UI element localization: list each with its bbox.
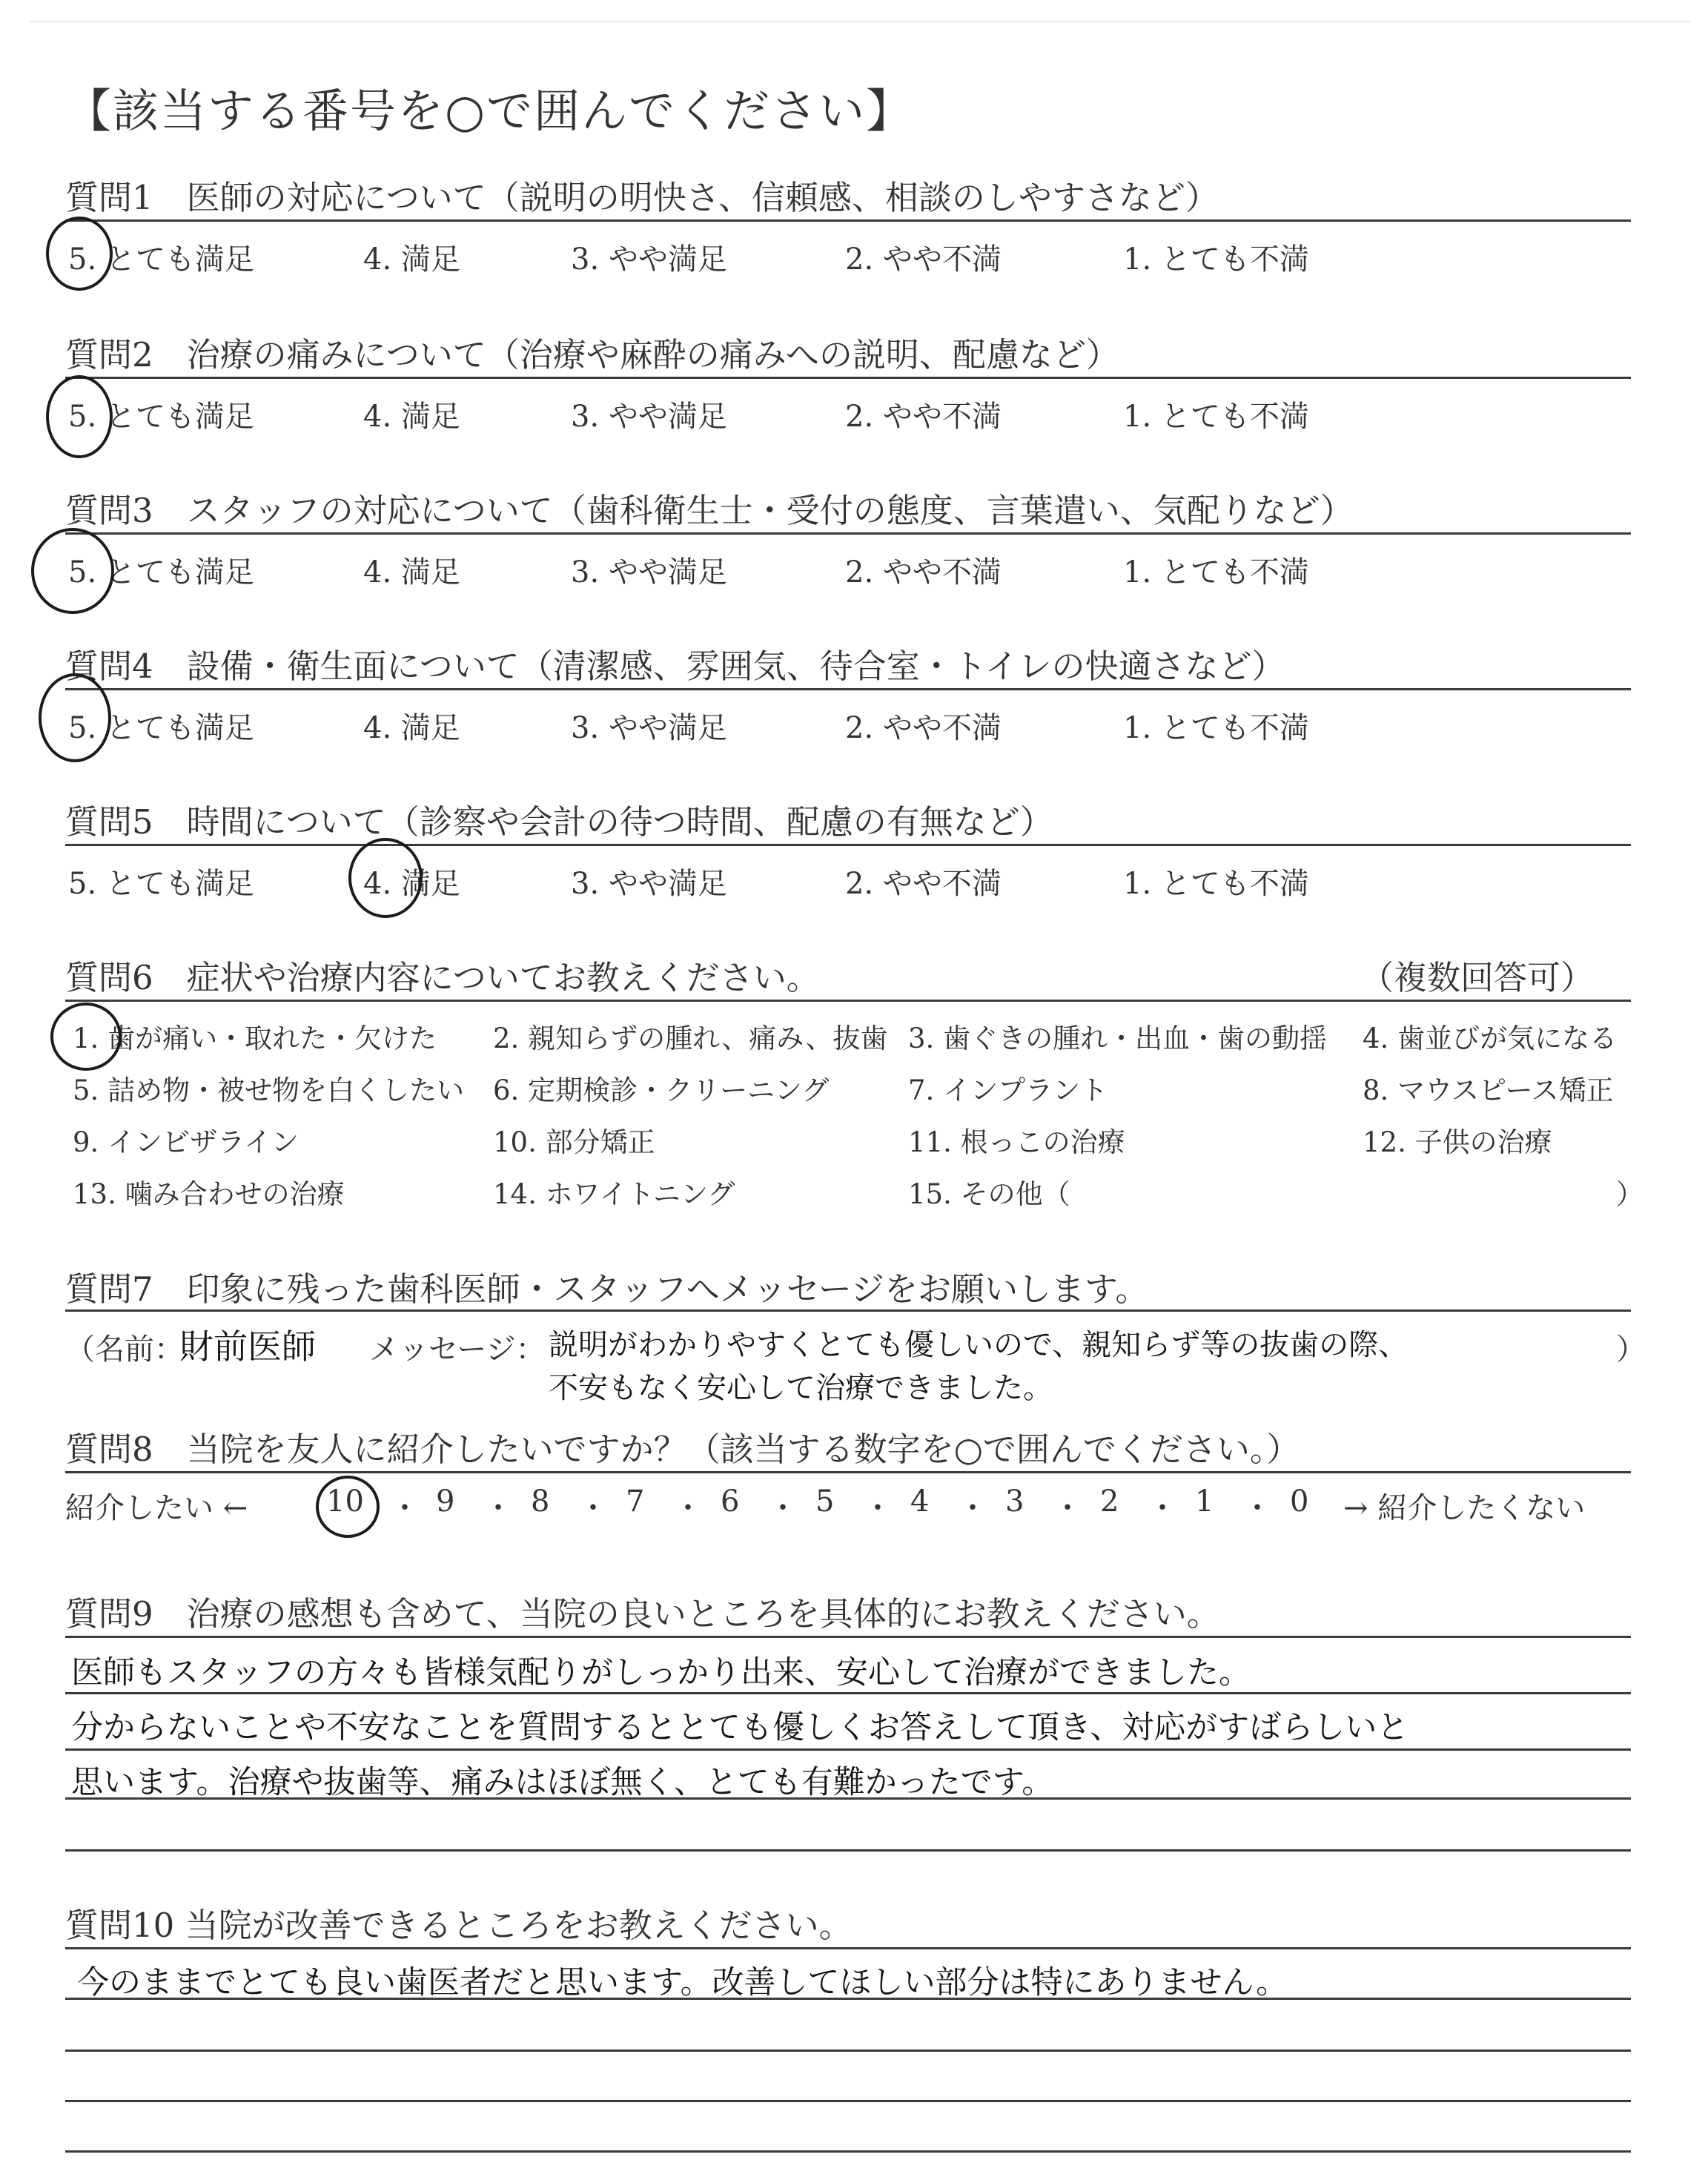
q8-dot: ・ bbox=[958, 1491, 987, 1525]
q8-scale-2[interactable]: 2 bbox=[1100, 1484, 1119, 1519]
q8-dot: ・ bbox=[578, 1491, 608, 1525]
q2-rule bbox=[65, 377, 1631, 379]
q4-option-4[interactable]: 4. 満足 bbox=[363, 711, 460, 745]
q10-rule-4 bbox=[65, 2100, 1631, 2102]
q8-scale-9[interactable]: 9 bbox=[436, 1484, 455, 1519]
q5-option-2[interactable]: 2. やや不満 bbox=[845, 867, 1002, 901]
q8-scale-5[interactable]: 5 bbox=[815, 1484, 835, 1519]
q6-option-11[interactable]: 11. 根っこの治療 bbox=[908, 1126, 1125, 1158]
q4-title: 質問4 設備・衛生面について（清潔感、雰囲気、待合室・トイレの快適さなど） bbox=[65, 647, 1285, 686]
q7-title: 質問7 印象に残った歯科医師・スタッフへメッセージをお願いします。 bbox=[65, 1269, 1149, 1309]
q3-option-4[interactable]: 4. 満足 bbox=[363, 555, 460, 589]
q3-option-5[interactable]: 5. とても満足 bbox=[68, 555, 254, 589]
q8-dot: ・ bbox=[1242, 1491, 1272, 1525]
q10-title: 質問10 当院が改善できるところをお教えください。 bbox=[65, 1906, 853, 1945]
top-border bbox=[30, 21, 1690, 22]
q10-rule-5 bbox=[65, 2150, 1631, 2153]
q8-answer-circle bbox=[316, 1476, 380, 1538]
q5-option-5[interactable]: 5. とても満足 bbox=[68, 867, 254, 901]
q8-scale-0[interactable]: 0 bbox=[1290, 1484, 1309, 1519]
q9-answer-line-2[interactable]: 分からないことや不安なことを質問するととても優しくお答えして頂き、対応がすばらしいと bbox=[71, 1709, 1409, 1746]
q1-answer-circle bbox=[46, 217, 113, 291]
q5-title: 質問5 時間について（診察や会計の待つ時間、配慮の有無など） bbox=[65, 802, 1053, 842]
q6-option-10[interactable]: 10. 部分矯正 bbox=[493, 1126, 655, 1158]
q3-option-3[interactable]: 3. やや満足 bbox=[571, 555, 727, 589]
q7-name-value[interactable]: 財前医師 bbox=[179, 1327, 316, 1367]
q2-option-3[interactable]: 3. やや満足 bbox=[571, 400, 727, 434]
q8-scale-6[interactable]: 6 bbox=[721, 1484, 740, 1519]
q6-option-9[interactable]: 9. インビザライン bbox=[73, 1126, 299, 1158]
q6-option-4[interactable]: 4. 歯並びが気になる bbox=[1363, 1023, 1618, 1054]
q9-title: 質問9 治療の感想も含めて、当院の良いところを具体的にお教えください。 bbox=[65, 1594, 1220, 1634]
q8-scale-3[interactable]: 3 bbox=[1005, 1484, 1025, 1519]
q4-option-2[interactable]: 2. やや不満 bbox=[845, 711, 1002, 745]
q8-scale-4[interactable]: 4 bbox=[910, 1484, 930, 1519]
q8-title: 質問8 当院を友人に紹介したいですか？（該当する数字を○で囲んでください。） bbox=[65, 1430, 1300, 1469]
q7-name-label: （名前： bbox=[65, 1332, 184, 1367]
q5-rule bbox=[65, 844, 1631, 846]
q7-message-label: メッセージ： bbox=[369, 1332, 546, 1367]
q6-option-3[interactable]: 3. 歯ぐきの腫れ・出血・歯の動揺 bbox=[908, 1023, 1328, 1054]
q2-option-5[interactable]: 5. とても満足 bbox=[68, 400, 254, 434]
q8-dot: ・ bbox=[483, 1491, 513, 1525]
q10-answer-line-1[interactable]: 今のままでとても良い歯医者だと思います。改善してほしい部分は特にありません。 bbox=[77, 1964, 1288, 2001]
q8-left-label: 紹介したい ← bbox=[65, 1491, 248, 1525]
q10-rule-3 bbox=[65, 2050, 1631, 2052]
q8-scale-10[interactable]: 10 bbox=[326, 1484, 364, 1519]
q8-scale-7[interactable]: 7 bbox=[626, 1484, 645, 1519]
q5-option-1[interactable]: 1. とても不満 bbox=[1123, 867, 1309, 901]
q8-dot: ・ bbox=[390, 1491, 420, 1525]
q4-option-3[interactable]: 3. やや満足 bbox=[571, 711, 727, 745]
q1-option-2[interactable]: 2. やや不満 bbox=[845, 242, 1002, 277]
q5-answer-circle bbox=[348, 838, 423, 918]
q2-title: 質問2 治療の痛みについて（治療や麻酔の痛みへの説明、配慮など） bbox=[65, 335, 1119, 374]
q6-option-15[interactable]: 15. その他（ bbox=[908, 1178, 1070, 1210]
q2-option-1[interactable]: 1. とても不満 bbox=[1123, 400, 1309, 434]
q8-right-label: → 紹介したくない bbox=[1343, 1491, 1586, 1525]
q6-option-7[interactable]: 7. インプラント bbox=[908, 1074, 1108, 1106]
q8-scale-8[interactable]: 8 bbox=[531, 1484, 550, 1519]
q8-dot: ・ bbox=[673, 1491, 703, 1525]
q6-option-1[interactable]: 1. 歯が痛い・取れた・欠けた bbox=[73, 1023, 437, 1054]
q9-rule-5 bbox=[65, 1849, 1631, 1852]
q7-message-line-2[interactable]: 不安もなく安心して治療できました。 bbox=[549, 1371, 1053, 1405]
q1-title: 質問1 医師の対応について（説明の明快さ、信頼感、相談のしやすさなど） bbox=[65, 178, 1219, 217]
q2-answer-circle bbox=[46, 375, 113, 458]
q2-option-4[interactable]: 4. 満足 bbox=[363, 400, 460, 434]
q6-option-13[interactable]: 13. 噛み合わせの治療 bbox=[73, 1178, 345, 1210]
q9-answer-line-1[interactable]: 医師もスタッフの方々も皆様気配りがしっかり出来、安心して治療ができました。 bbox=[71, 1654, 1251, 1691]
q5-option-4[interactable]: 4. 満足 bbox=[363, 867, 460, 901]
q7-rule bbox=[65, 1309, 1631, 1312]
q3-option-1[interactable]: 1. とても不満 bbox=[1123, 555, 1309, 589]
q10-rule-1 bbox=[65, 1947, 1631, 1949]
q6-other-close: ） bbox=[1616, 1178, 1644, 1210]
q8-dot: ・ bbox=[768, 1491, 798, 1525]
q8-dot: ・ bbox=[1148, 1491, 1177, 1525]
q3-rule bbox=[65, 532, 1631, 535]
q6-option-2[interactable]: 2. 親知らずの腫れ、痛み、抜歯 bbox=[493, 1023, 888, 1054]
q4-rule bbox=[65, 688, 1631, 690]
q5-option-3[interactable]: 3. やや満足 bbox=[571, 867, 727, 901]
q6-answer-circle bbox=[50, 1003, 122, 1071]
q1-option-4[interactable]: 4. 満足 bbox=[363, 242, 460, 277]
instruction-heading: 【該当する番号を○で囲んでください】 bbox=[65, 84, 914, 138]
q1-rule bbox=[65, 219, 1631, 222]
q2-option-2[interactable]: 2. やや不満 bbox=[845, 400, 1002, 434]
q4-option-1[interactable]: 1. とても不満 bbox=[1123, 711, 1309, 745]
q6-rule bbox=[65, 1000, 1631, 1002]
q4-option-5[interactable]: 5. とても満足 bbox=[68, 711, 254, 745]
q6-option-8[interactable]: 8. マウスピース矯正 bbox=[1363, 1074, 1614, 1106]
q8-dot: ・ bbox=[1053, 1491, 1082, 1525]
q4-answer-circle bbox=[39, 673, 111, 762]
q1-option-3[interactable]: 3. やや満足 bbox=[571, 242, 727, 277]
q7-close-paren: ） bbox=[1616, 1332, 1646, 1367]
q9-answer-line-3[interactable]: 思います。治療や抜歯等、痛みはほぼ無く、とても有難かったです。 bbox=[71, 1764, 1054, 1801]
q9-rule-3 bbox=[65, 1748, 1631, 1751]
q6-option-5[interactable]: 5. 詰め物・被せ物を白くしたい bbox=[73, 1074, 465, 1106]
q3-title: 質問3 スタッフの対応について（歯科衛生士・受付の態度、言葉遣い、気配りなど） bbox=[65, 491, 1354, 530]
q6-option-6[interactable]: 6. 定期検診・クリーニング bbox=[493, 1074, 830, 1106]
q3-option-2[interactable]: 2. やや不満 bbox=[845, 555, 1002, 589]
q6-note: （複数回答可） bbox=[1360, 958, 1595, 997]
q1-option-1[interactable]: 1. とても不満 bbox=[1123, 242, 1309, 277]
q6-option-12[interactable]: 12. 子供の治療 bbox=[1363, 1126, 1552, 1158]
q3-answer-circle bbox=[31, 528, 114, 614]
q8-scale-1[interactable]: 1 bbox=[1195, 1484, 1214, 1519]
q9-rule-1 bbox=[65, 1636, 1631, 1638]
q1-option-5[interactable]: 5. とても満足 bbox=[68, 242, 254, 277]
q8-dot: ・ bbox=[863, 1491, 893, 1525]
q8-rule bbox=[65, 1471, 1631, 1473]
q6-title: 質問6 症状や治療内容についてお教えください。 bbox=[65, 958, 820, 997]
q7-message-line-1[interactable]: 説明がわかりやすくとても優しいので、親知らず等の抜歯の際、 bbox=[549, 1328, 1409, 1362]
q6-option-14[interactable]: 14. ホワイトニング bbox=[493, 1178, 735, 1210]
